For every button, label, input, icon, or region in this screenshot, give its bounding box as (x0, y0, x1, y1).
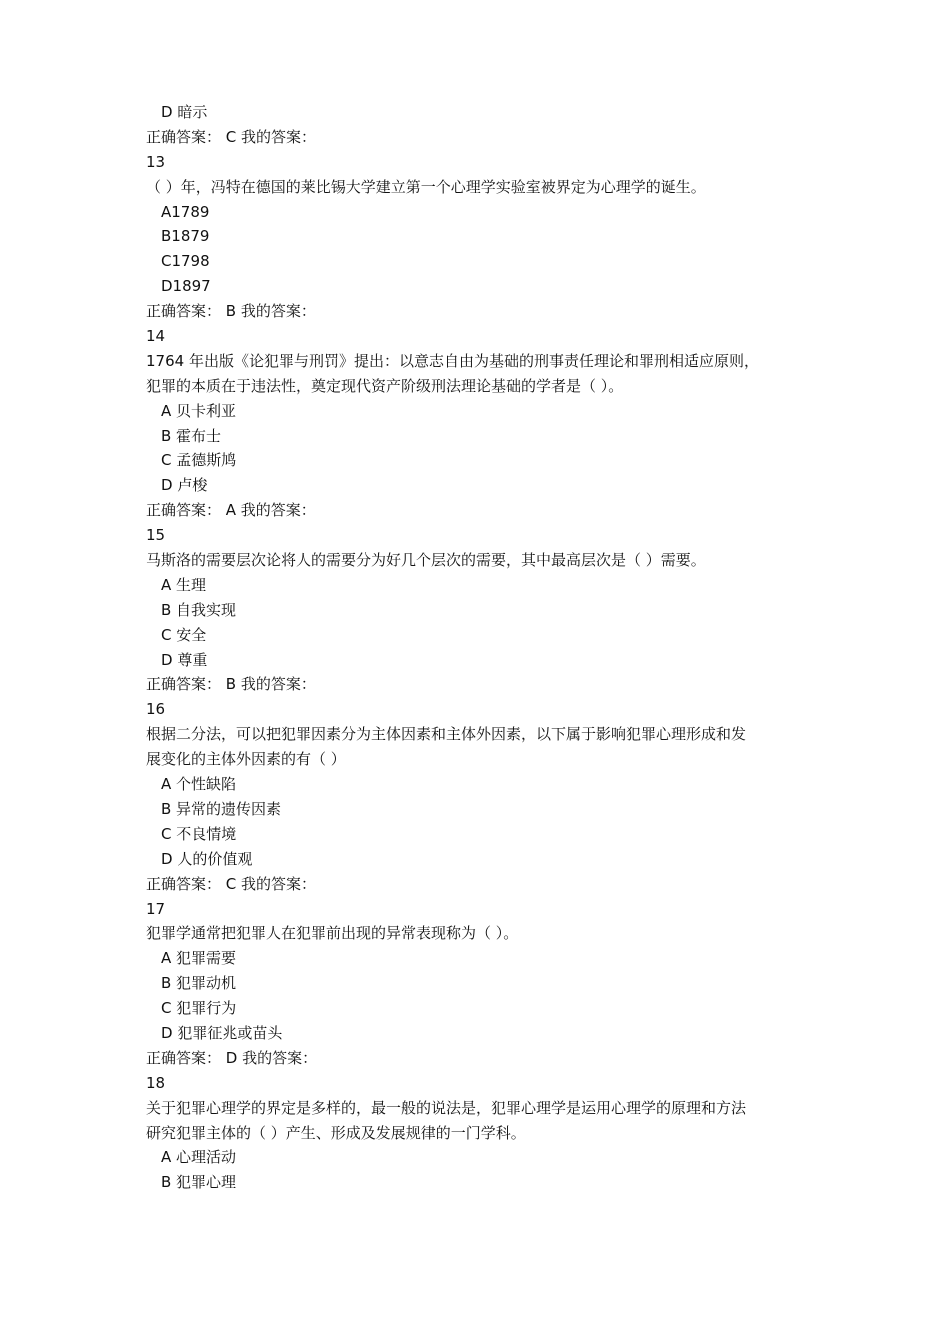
answer-option: C1798 (161, 252, 210, 271)
question-block (146, 523, 826, 697)
answer-option: B1879 (161, 227, 210, 246)
correct-answer-line: 正确答案： B 我的答案： (146, 675, 316, 694)
answer-option: C 不良情境 (161, 824, 237, 843)
question-list (146, 150, 826, 1195)
question-number: 15 (146, 526, 166, 545)
lead-option: D 暗示 (161, 103, 208, 121)
answer-option: A 贝卡利亚 (161, 401, 237, 420)
answer-option: A 个性缺陷 (161, 775, 237, 794)
question-stem: 犯罪学通常把犯罪人在犯罪前出现的异常表现称为（ ）。 (146, 924, 519, 943)
question-block (146, 697, 826, 896)
answer-option: D 人的价值观 (161, 849, 253, 868)
answer-option: B 霍布士 (161, 426, 222, 445)
answer-option: C 犯罪行为 (161, 999, 237, 1018)
answer-option: A 犯罪需要 (161, 949, 237, 968)
question-stem: （ ）年，冯特在德国的莱比锡大学建立第一个心理学实验室被界定为心理学的诞生。 (146, 177, 706, 196)
answer-option: D 尊重 (161, 650, 208, 669)
answer-option: C 安全 (161, 625, 207, 644)
answer-option: A 心理活动 (161, 1148, 237, 1167)
answer-option: B 犯罪心理 (161, 1173, 237, 1192)
question-block (146, 1071, 826, 1195)
question-stem: 马斯洛的需要层次论将人的需要分为好几个层次的需要，其中最高层次是（ ）需要。 (146, 551, 706, 570)
question-number: 16 (146, 700, 166, 719)
correct-answer-line: 正确答案： C 我的答案： (146, 874, 317, 893)
question-stem: 研究犯罪主体的（ ）产生、形成及发展规律的一门学科。 (146, 1123, 526, 1142)
question-stem: 1764 年出版《论犯罪与刑罚》提出：以意志自由为基础的刑事责任理论和罪刑相适应原则， (146, 351, 759, 370)
document-body (146, 100, 826, 1195)
answer-option: D1897 (161, 277, 211, 296)
question-number: 14 (146, 327, 166, 346)
lead-answer: 正确答案： C 我的答案： (146, 127, 317, 146)
question-stem: 展变化的主体外因素的有（ ） (146, 750, 346, 769)
answer-option: D 卢梭 (161, 476, 208, 495)
answer-option: A 生理 (161, 575, 207, 594)
answer-option: A1789 (161, 202, 210, 221)
correct-answer-line: 正确答案： B 我的答案： (146, 302, 316, 321)
answer-option: D 犯罪征兆或苗头 (161, 1023, 283, 1042)
answer-option: C 孟德斯鸠 (161, 451, 237, 470)
correct-answer-line: 正确答案： A 我的答案： (146, 501, 316, 520)
question-block (146, 150, 826, 324)
answer-option: B 犯罪动机 (161, 974, 237, 993)
question-stem: 根据二分法，可以把犯罪因素分为主体因素和主体外因素，以下属于影响犯罪心理形成和发 (146, 725, 747, 744)
question-number: 17 (146, 899, 166, 918)
correct-answer-line: 正确答案： D 我的答案： (146, 1048, 318, 1067)
question-stem: 犯罪的本质在于违法性，奠定现代资产阶级刑法理论基础的学者是（ ）。 (146, 376, 624, 395)
answer-option: B 自我实现 (161, 600, 237, 619)
question-stem: 关于犯罪心理学的界定是多样的，最一般的说法是，犯罪心理学是运用心理学的原理和方法 (146, 1098, 747, 1117)
question-number: 18 (146, 1073, 166, 1092)
answer-option: B 异常的遗传因素 (161, 799, 282, 818)
question-block (146, 897, 826, 1071)
question-block (146, 324, 826, 523)
question-number: 13 (146, 152, 166, 171)
